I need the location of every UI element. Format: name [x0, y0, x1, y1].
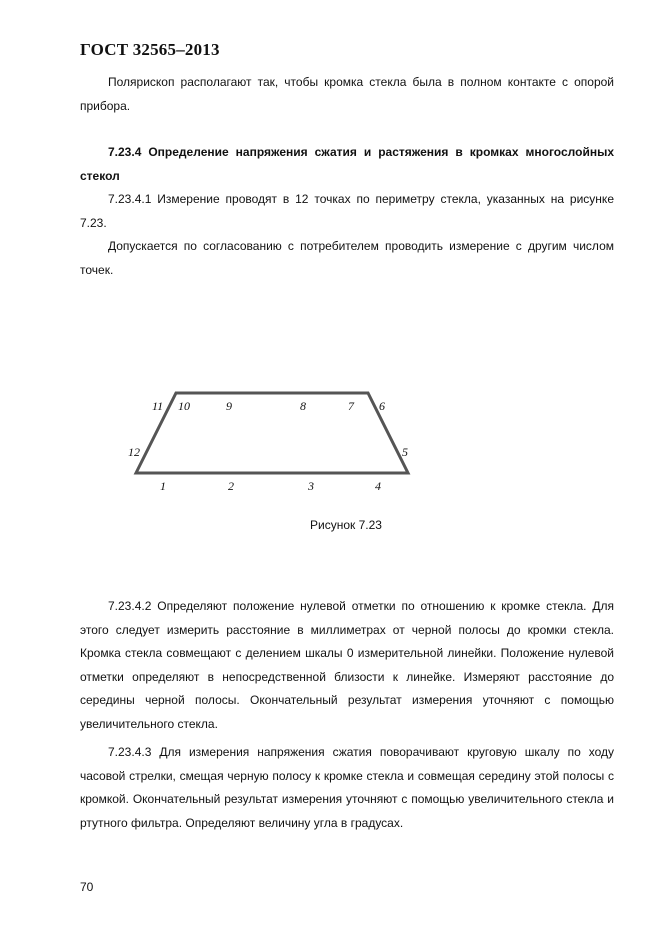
section-7-23-4: [80, 141, 614, 282]
point-label-11: 11: [152, 399, 164, 413]
point-label-9: 9: [226, 399, 232, 413]
point-label-5: 5: [402, 445, 408, 459]
paragraph-7-23-4-2: 7.23.4.2 Определяют положение нулевой отметки по отношению к кромке стекла. Для этого следует измерить расстояние в миллиметрах от черной полосы до кромки стекла. Кромка стекла совмещают с делением шкалы 0 измерительной линейки. Положение нулевой отметки определяют в непосредственной близости к линейке. Измеряют расстояние до середины черной полосы. Окончательный результат измерения уточняют с помощью увеличительного стекла.: [80, 599, 614, 731]
point-label-12: 12: [128, 445, 140, 459]
point-label-2: 2: [228, 479, 234, 493]
intro-section: [80, 71, 614, 118]
trapezoid-diagram: [120, 380, 420, 500]
point-label-8: 8: [300, 399, 306, 413]
point-label-7: 7: [348, 399, 354, 413]
document-header: ГОСТ 32565–2013: [80, 40, 220, 59]
figure-caption: Рисунок 7.23: [310, 518, 382, 532]
point-label-1: 1: [160, 479, 166, 493]
point-label-4: 4: [375, 479, 381, 493]
point-label-3: 3: [308, 479, 314, 493]
section-7-23-4-2: [80, 595, 614, 736]
paragraph-tolerance: Допускается по согласованию с потребителем проводить измерение с другим числом точек.: [80, 239, 614, 277]
paragraph-7-23-4-1: 7.23.4.1 Измерение проводят в 12 точках по периметру стекла, указанных на рисунке 7.23.: [80, 192, 614, 230]
glass-outline: [136, 393, 408, 473]
section-heading: 7.23.4 Определение напряжения сжатия и растяжения в кромках многослойных стекол: [80, 145, 614, 183]
figure-7-23: [120, 380, 420, 500]
point-label-6: 6: [379, 399, 385, 413]
paragraph-7-23-4-3: 7.23.4.3 Для измерения напряжения сжатия поворачивают круговую шкалу по ходу часовой стрелки, смещая черную полосу к кромке стекла и совмещая середину этой полосы с кромкой. Окончательный результат измерения уточняют с помощью увеличительного стекла и ртутного фильтра. Определяют величину угла в градусах.: [80, 745, 614, 830]
page-number: 70: [80, 880, 94, 894]
point-label-10: 10: [178, 399, 190, 413]
intro-paragraph: Полярископ располагают так, чтобы кромка стекла была в полном контакте с опорой прибора.: [80, 75, 614, 113]
section-7-23-4-3: [80, 741, 614, 835]
